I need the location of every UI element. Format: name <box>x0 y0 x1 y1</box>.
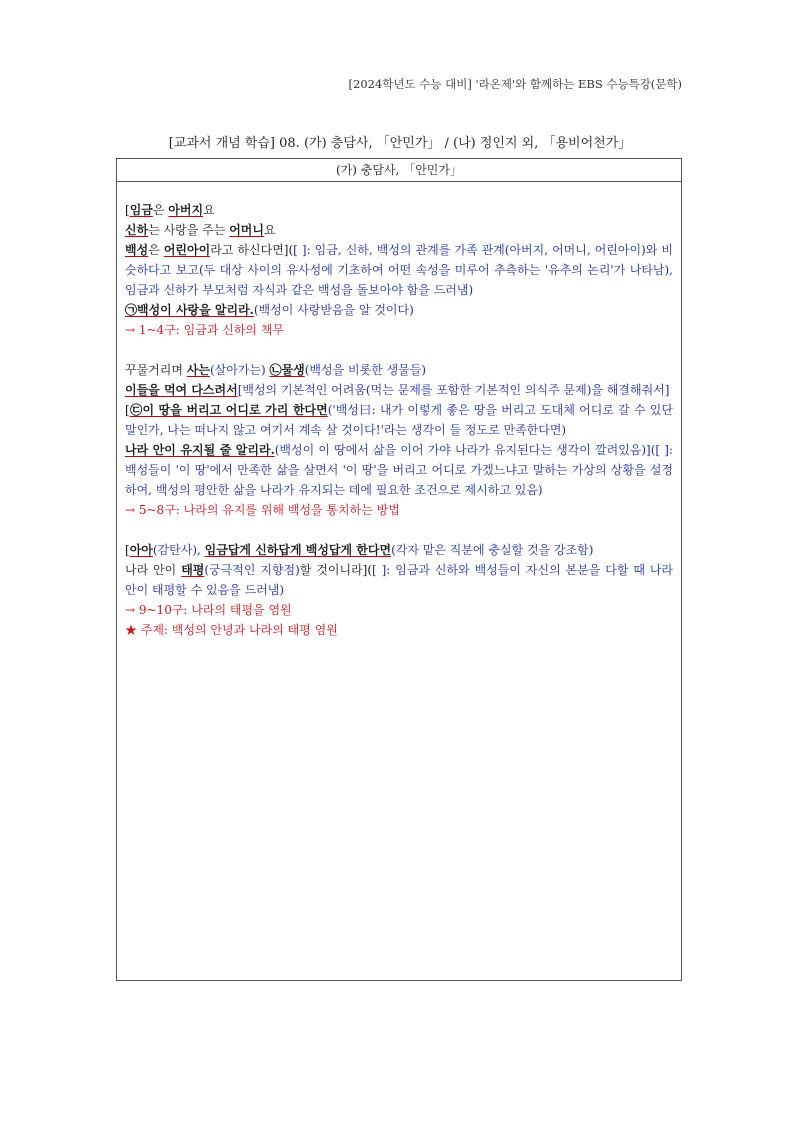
text: 요 <box>263 223 276 237</box>
poem-line-7 <box>125 400 673 440</box>
bracket-open: [ <box>125 543 130 557</box>
poem-frame <box>116 158 682 981</box>
text: 라고 하신다면]( <box>210 243 294 257</box>
bracket-open: [ <box>125 403 130 417</box>
text: 꾸물거리며 <box>125 363 187 377</box>
keyword-father: 아버지 <box>168 203 204 217</box>
text: 은 <box>152 203 169 217</box>
text: 요 <box>203 203 215 217</box>
marked-phrase: ㉠백성이 사랑을 알리라. <box>125 303 254 317</box>
text: 은 <box>148 243 164 257</box>
keyword-ah: 아아 <box>129 543 153 557</box>
keyword-live: 사는 <box>186 363 210 377</box>
poem-line-9 <box>125 540 673 560</box>
section-summary-3: → 9~10구: 나라의 태평을 염원 <box>125 603 292 617</box>
marked-phrase: 이들을 먹여 다스려서 <box>125 383 238 397</box>
annotation: (백성을 비롯한 생물들) <box>304 363 427 377</box>
keyword-people: 백성 <box>125 243 149 257</box>
section-summary-1: → 1~4구: 임금과 신하의 책무 <box>125 323 285 337</box>
keyword-child: 어린아이 <box>163 243 211 257</box>
annotation: (감탄사), <box>152 543 205 557</box>
marked-phrase: ㉢이 땅을 버리고 어디로 가리 한다면 <box>129 403 328 417</box>
theme-line: ★ 주제: 백성의 안녕과 나라의 태평 염원 <box>125 623 338 637</box>
poem-content <box>117 182 681 640</box>
text: 는 사랑을 주는 <box>148 223 230 237</box>
annotation: (백성이 이 땅에서 삶을 이어 가야 나라가 유지된다는 생각이 깔려있음)]( <box>274 443 656 457</box>
bracket-open: [ <box>125 203 130 217</box>
keyword-subject: 신하 <box>125 223 149 237</box>
annotation: (궁극적인 지향점) <box>204 563 300 577</box>
poem-line-5 <box>125 360 673 380</box>
marked-phrase: 나라 안이 유지될 줄 알리라. <box>125 443 275 457</box>
poem-line-2 <box>125 220 673 240</box>
keyword-peace: 태평 <box>181 563 205 577</box>
poem-line-8 <box>125 440 673 500</box>
poem-line-6 <box>125 380 673 400</box>
annotation: [ ]: 임금, 신하, 백성의 관계를 가족 관계(아버지, 어머니, 어린아이)와 비슷하다고 보고(두 대상 사이의 유사성에 기초하여 어떤 속성을 미루어 추측하는 '유추의 논리'가 나타남), 임금과 신하가 부모처럼 자식과 같은 백성을 돌보아야 함을 드러냄) <box>125 243 673 297</box>
text: 나라 안이 <box>125 563 182 577</box>
marked-phrase: 임금답게 신하답게 백성답게 한다면 <box>204 543 392 557</box>
annotation: ('백성曰: 내가 이렇게 좋은 땅을 버리고 도대체 어디로 갈 수 있단 말인가, 나는 떠나지 않고 여기서 계속 살 것이다!'라는 생각이 들 정도로 만족한다면) <box>125 403 673 437</box>
annotation: [ ]: 백성들이 '이 땅'에서 만족한 삶을 살면서 '이 땅'을 버리고 어디로 가겠느냐고 말하는 가상의 상황을 설정하여, 백성의 평안한 삶을 나라가 유지되는 데에 필요한 조건으로 제시하고 있음) <box>125 443 673 497</box>
marked-phrase: ㉡물생 <box>269 363 305 377</box>
poem-line-10 <box>125 560 673 600</box>
poem-line-4 <box>125 300 673 320</box>
annotation: (각자 맡은 직분에 충실할 것을 강조함) <box>391 543 594 557</box>
series-header: [2024학년도 수능 대비] '라온제'와 함께하는 EBS 수능특강(문학) <box>348 77 682 91</box>
annotation: [백성의 기본적인 어려움(먹는 문제를 포함한 기본적인 의식주 문제)을 해결해줘서] <box>237 383 670 397</box>
annotation: (백성이 사랑받음을 알 것이다) <box>253 303 414 317</box>
keyword-mother: 어머니 <box>229 223 264 237</box>
text: 할 것이니라]( <box>299 563 373 577</box>
keyword-king: 임금 <box>129 203 153 217</box>
section-summary-2: → 5~8구: 나라의 유지를 위해 백성을 통치하는 방법 <box>125 503 400 517</box>
frame-title: (가) 충담사, 「안민가」 <box>117 159 681 182</box>
annotation: (살아가는) <box>209 363 270 377</box>
lesson-title: [교과서 개념 학습] 08. (가) 충담사, 「안민가」 / (나) 정인지 외, 「용비어천가」 <box>168 136 632 151</box>
poem-line-3 <box>125 240 673 300</box>
poem-line-1 <box>125 200 673 220</box>
annotation: [ ]: 임금과 신하와 백성들이 자신의 본분을 다할 때 나라 안이 태평할 수 있음을 드러냄) <box>125 563 674 597</box>
